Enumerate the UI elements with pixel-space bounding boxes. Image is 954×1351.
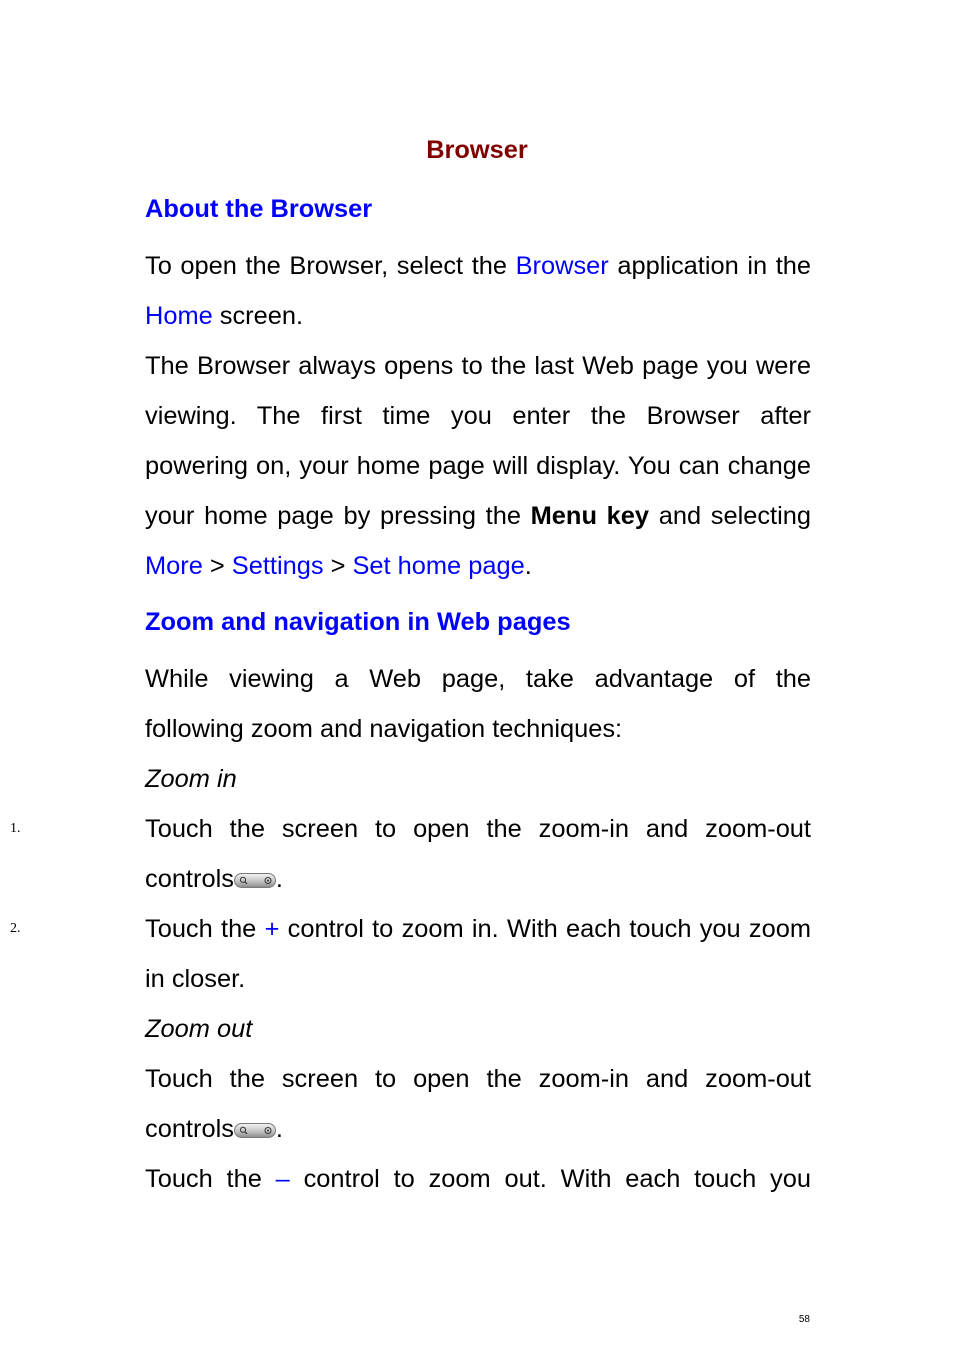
ui-term-home: Home [145, 302, 213, 330]
section-heading-zoom-navigation: Zoom and navigation in Web pages [145, 608, 571, 636]
zoom-controls-graphic [234, 1123, 276, 1138]
zoom-in-step-2-line-2: in closer. [145, 965, 246, 993]
subheading-zoom-out: Zoom out [145, 1015, 253, 1043]
text-segment: To open the Browser, select the [145, 252, 516, 280]
ui-term-set-home-page: Set home page [352, 552, 525, 580]
step-number-2: 2. [10, 921, 21, 936]
about-paragraph-2-line-2: viewing. The first time you enter the Browser after [145, 402, 811, 430]
about-paragraph-2-line-1: The Browser always opens to the last Web page you were [145, 352, 811, 380]
about-paragraph-2-line-3: powering on, your home page will display. You can change [145, 452, 811, 480]
zoom-intro-line-2: following zoom and navigation techniques: [145, 715, 623, 743]
text-segment: . [275, 1115, 283, 1143]
text-segment: screen. [212, 302, 304, 330]
page-number: 58 [798, 1314, 810, 1325]
plus-control-symbol: + [264, 915, 280, 943]
subheading-zoom-in: Zoom in [145, 765, 237, 793]
text-segment: controls [145, 865, 234, 893]
zoom-in-step-2-line-1 [145, 904, 811, 954]
ui-term-more: More [145, 552, 203, 580]
zoom-in-step-1-line-2 [145, 854, 811, 904]
text-segment: and selecting [649, 502, 811, 530]
text-segment: your home page by pressing the [145, 502, 531, 530]
zoom-controls-icon [234, 873, 276, 888]
zoom-out-line-3 [145, 1154, 811, 1204]
step-number-1: 1. [10, 821, 21, 836]
minus-control-symbol: – [275, 1165, 290, 1193]
text-segment: . [524, 552, 532, 580]
menu-path-separator: > [202, 552, 232, 580]
text-segment: Touch the [145, 1165, 276, 1193]
zoom-in-step-1-line-1: Touch the screen to open the zoom-in and zoom-out [145, 815, 811, 843]
text-segment: controls [145, 1115, 234, 1143]
text-segment: . [275, 865, 283, 893]
about-paragraph-2-line-4 [145, 491, 811, 541]
zoom-out-line-1: Touch the screen to open the zoom-in and zoom-out [145, 1065, 811, 1093]
zoom-controls-graphic [234, 873, 276, 888]
zoom-controls-icon [234, 1123, 276, 1138]
zoom-intro-line-1: While viewing a Web page, take advantage of the [145, 665, 811, 693]
zoom-out-line-2 [145, 1104, 811, 1154]
ui-term-browser: Browser [515, 252, 609, 280]
section-heading-about-browser: About the Browser [145, 195, 373, 223]
text-segment: control to zoom in. With each touch you zoom [279, 915, 811, 943]
menu-path-separator: > [323, 552, 353, 580]
text-segment: application in the [608, 252, 811, 280]
about-paragraph-1-line-2 [145, 291, 811, 341]
about-paragraph-2-line-5 [145, 541, 811, 591]
about-paragraph-1-line-1 [145, 241, 811, 291]
key-name-menu-key: Menu key [530, 502, 650, 530]
text-segment: Touch the [145, 915, 265, 943]
page-title: Browser [426, 136, 528, 164]
text-segment: control to zoom out. With each touch you [289, 1165, 811, 1193]
ui-term-settings: Settings [231, 552, 324, 580]
